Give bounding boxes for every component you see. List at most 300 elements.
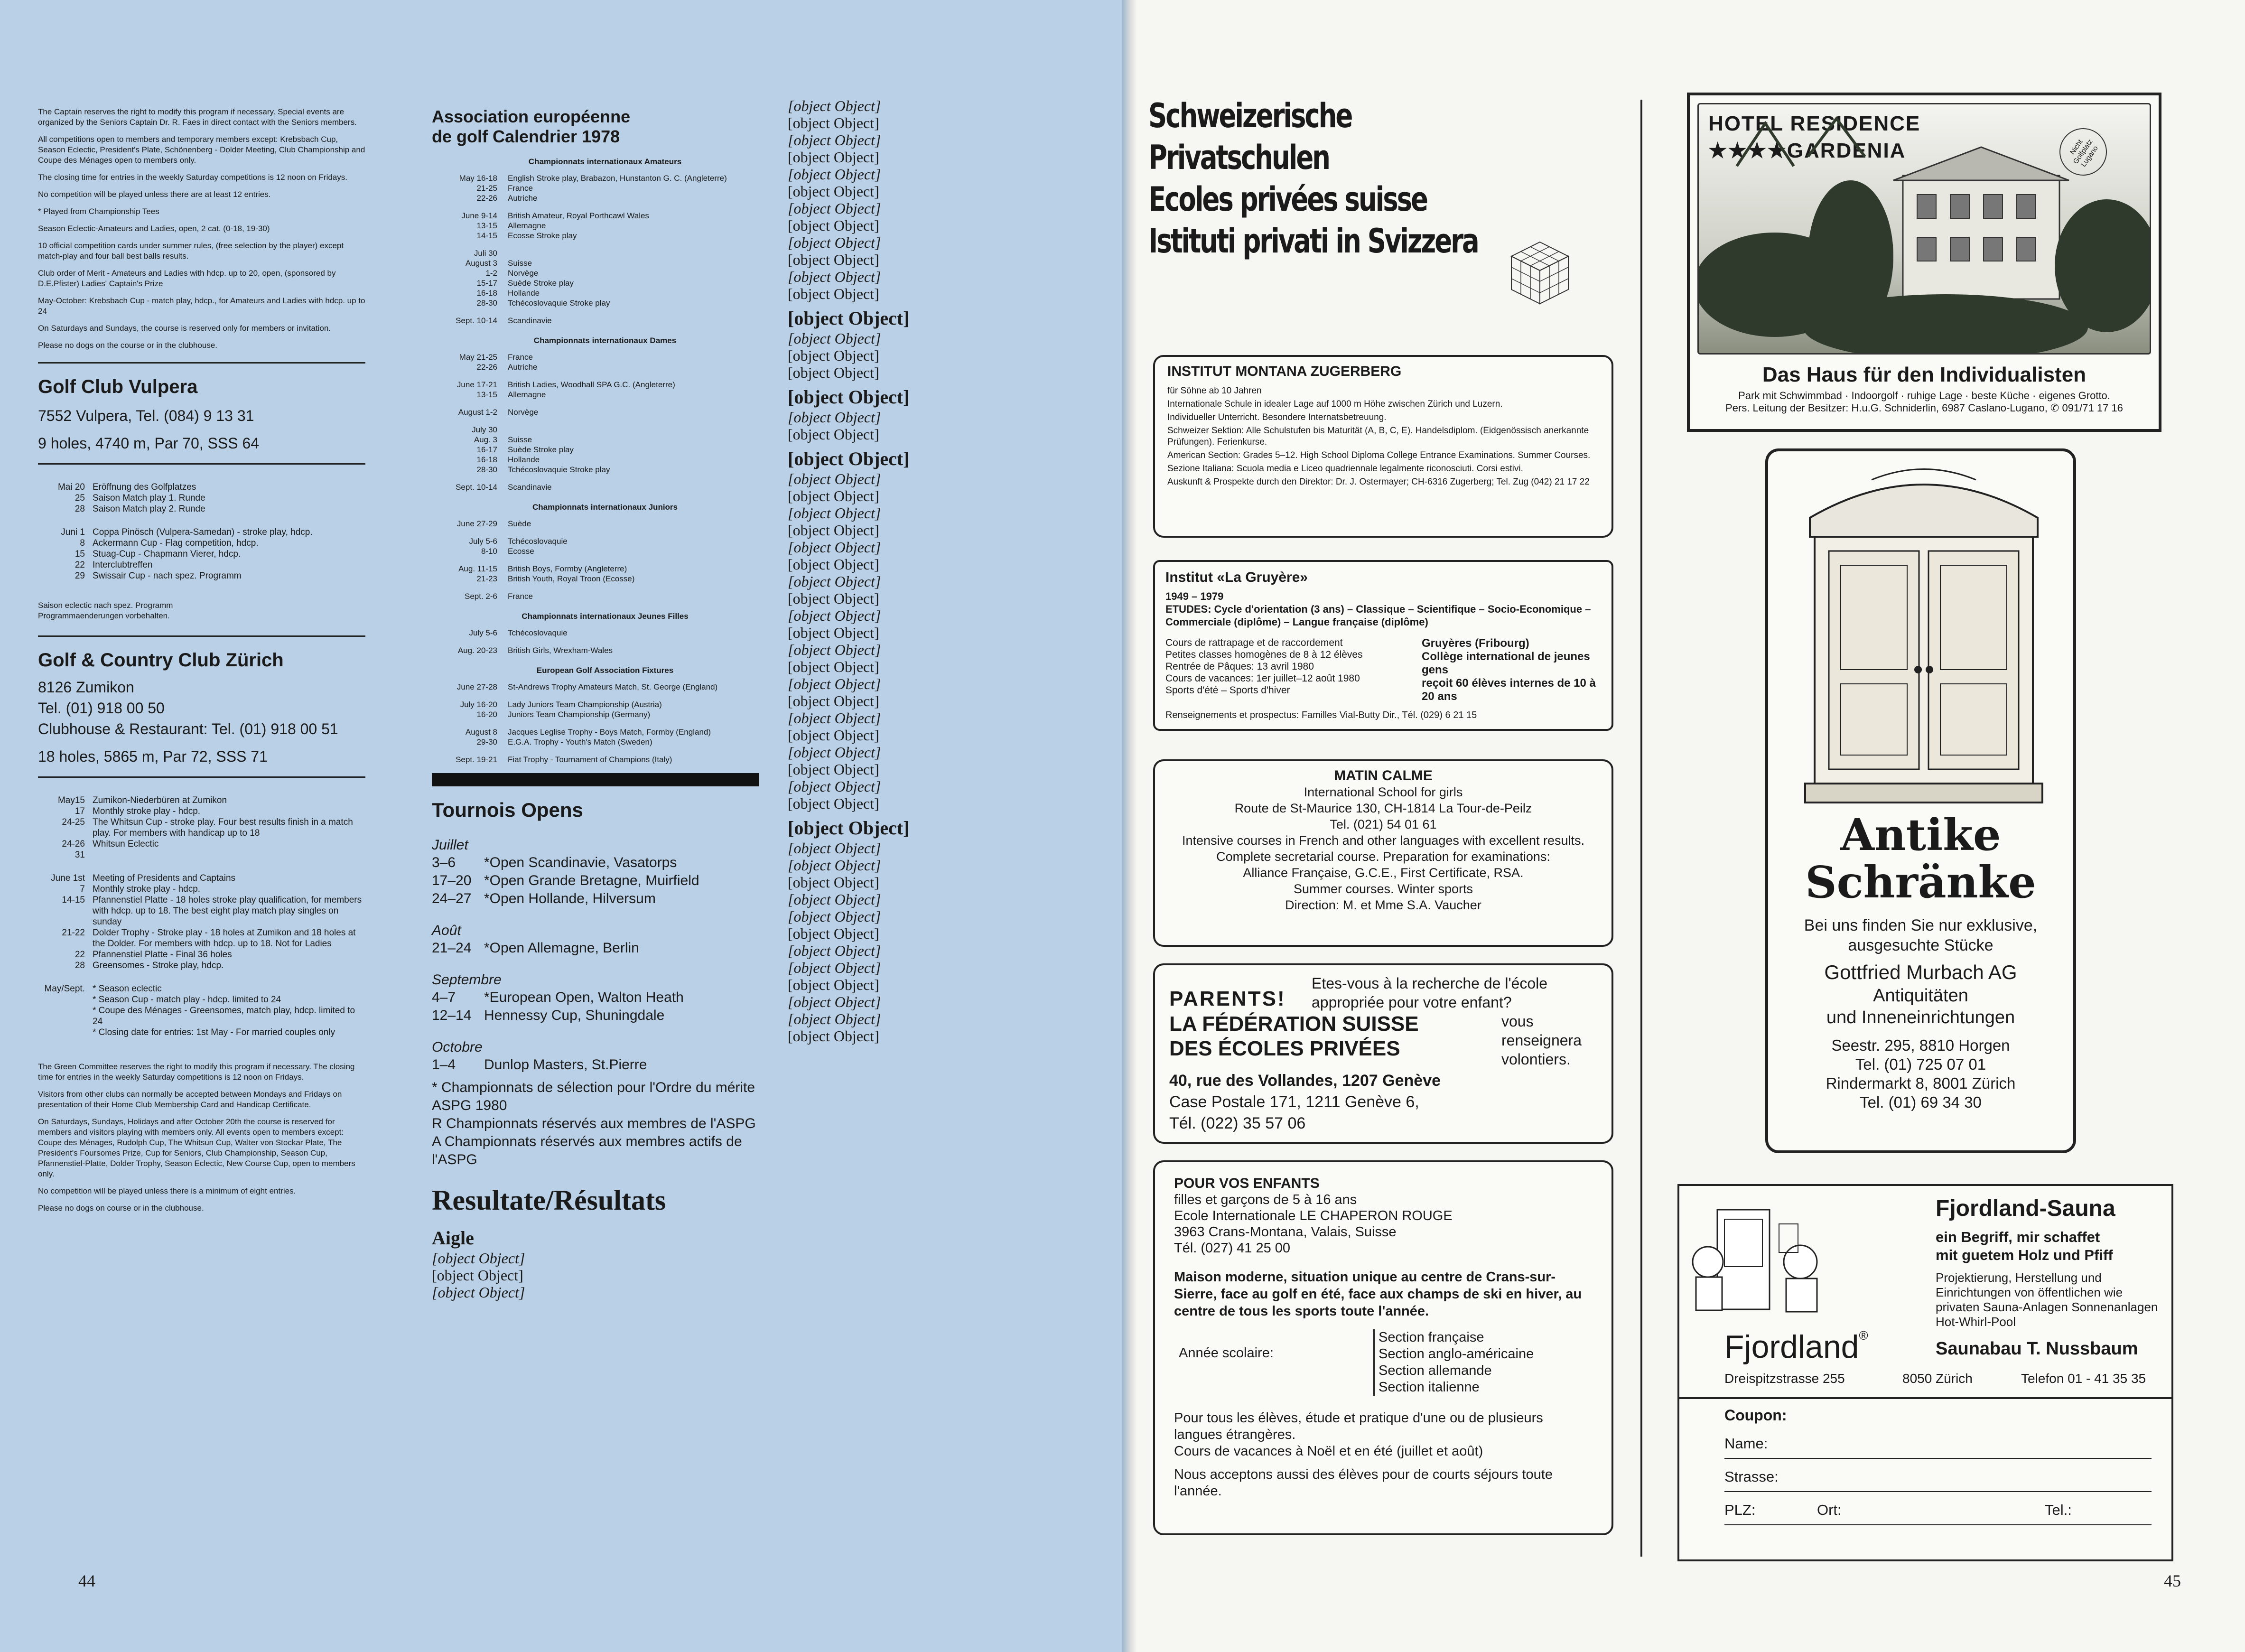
schedule-event: * Season eclectic: [93, 984, 162, 994]
calendar-row: [432, 682, 759, 692]
calendar-row: [432, 465, 759, 475]
result-line: [object Object]: [788, 727, 879, 744]
schedule-date: [38, 514, 93, 527]
result-line: [object Object]: [432, 1267, 523, 1284]
result-line: [object Object]: [788, 641, 881, 658]
calendar-row: [432, 211, 759, 221]
sauna-ad: [1677, 1184, 2173, 1561]
schedule-row: [38, 806, 365, 817]
schedule-row: [38, 927, 365, 949]
calendar-row: [432, 316, 759, 326]
aigle-lines: [432, 1250, 759, 1301]
calendar-event: Allemagne: [508, 390, 546, 399]
result-line: [object Object]: [788, 925, 879, 942]
calendar-date: Aug. 11-15: [458, 564, 497, 573]
enfants-line: Ecole Internationale LE CHAPERON ROUGE: [1174, 1208, 1453, 1223]
tournament-dates: 4–7: [432, 989, 456, 1005]
enfants-section: Section anglo-américaine: [1379, 1346, 1534, 1362]
schedule-date: 24-25: [62, 817, 85, 827]
calendar-date: 28-30: [476, 299, 497, 308]
calendar-date: Aug. 20-23: [457, 646, 497, 655]
enfants-sections-row: [1174, 1329, 1593, 1396]
calendar-date: July 16-20: [460, 700, 497, 709]
calendar-date: July 30: [472, 425, 497, 434]
result-line: [object Object]: [788, 330, 881, 347]
tournament-row: [432, 854, 759, 872]
calendar-row: [432, 231, 759, 241]
calendar-date: June 9-14: [461, 211, 497, 220]
enfants-section: Section allemande: [1379, 1363, 1492, 1378]
calendar-row: [432, 362, 759, 372]
schedule-event: Dolder Trophy - Stroke play - 18 holes at Zumikon and 18 holes at the Dolder. For members with hdcp. up to 18. Not for Ladies: [93, 928, 356, 949]
calendar-row: [432, 628, 759, 638]
calendar-event: British Boys, Formby (Angleterre): [508, 564, 627, 573]
calendar-row: [432, 574, 759, 584]
montana-line: für Söhne ab 10 Jahren: [1167, 386, 1262, 396]
calendar-row: [432, 352, 759, 362]
coupon-name-field[interactable]: [1724, 1435, 2152, 1459]
name-label: Name:: [1724, 1435, 1768, 1452]
calendar-row: [432, 591, 759, 601]
result-line: [object Object]: [432, 1284, 525, 1301]
result-line: [object Object]: [788, 114, 879, 131]
hotel-building-illustration: [1699, 104, 2151, 355]
gruyere-title: Institut «La Gruyère»: [1165, 569, 1308, 585]
result-line: [object Object]: [788, 959, 881, 976]
result-line: [object Object]: [788, 166, 881, 183]
calendar-event: Suède Stroke play: [508, 279, 574, 288]
result-line: [object Object]: [788, 487, 879, 504]
schedule-row: [38, 504, 365, 514]
gruyere-left: [1165, 637, 1422, 703]
sauna-street: Dreispitzstrasse 255: [1724, 1371, 1845, 1386]
schedule-date: 24-26: [62, 839, 85, 849]
calendar-event: Hollande: [508, 289, 540, 298]
tournament-note: A Championnats réservés aux membres actifs de l'ASPG: [432, 1134, 742, 1167]
parents-tel: Tél. (022) 35 57 06: [1169, 1114, 1306, 1132]
calendar-event: Ecosse Stroke play: [508, 231, 577, 240]
calendar-row: [432, 380, 759, 390]
calendar-date: Sept. 19-21: [456, 755, 497, 764]
schedule-date: [38, 971, 93, 983]
calendar-event: Hollande: [508, 455, 540, 464]
schedule-row: [38, 884, 365, 895]
calendar-row: [432, 425, 759, 435]
matin-line: Intensive courses in French and other languages with excellent results. Complete secretarial course. Preparation for examinations:: [1182, 833, 1584, 864]
enfants-section: Section italienne: [1379, 1380, 1480, 1395]
footer-paragraph: Please no dogs on course or in the clubhouse.: [38, 1204, 204, 1213]
result-line: [object Object]: [788, 976, 879, 993]
matin-line: Route de St-Maurice 130, CH-1814 La Tour-de-Peilz: [1234, 801, 1532, 815]
schedule-event: Saison Match play 2. Runde: [93, 504, 205, 514]
calendar-date: 16-18: [476, 455, 497, 464]
coupon-street-field[interactable]: [1724, 1468, 2152, 1492]
calendar-gap: [432, 747, 759, 755]
result-line: [object Object]: [788, 840, 881, 857]
tournament-name: *Open Scandinavie, Vasatorps: [484, 855, 677, 870]
schedule-event: The Whitsun Cup - stroke play. Four best results finish in a match play. For members with handicap up to 18: [93, 817, 353, 838]
enfants-p1: Pour tous les élèves, étude et pratique d'une ou de plusieurs langues étrangères.: [1174, 1410, 1543, 1442]
calendar-event: Tchécoslovaquie: [508, 537, 568, 546]
calendar-row: [432, 755, 759, 765]
schedule-row: [38, 538, 365, 549]
section-bar: [432, 773, 759, 786]
footer-paragraph: On Saturdays, Sundays, Holidays and after October 20th the course is reserved for members and visitors playing with members only. All events open to members except: Coupe des Ménages, Rudolph Cup, The Whitsun Cup, Walter von Stockar Plate, The President's Foursomes Prize, Cup for Seniors, Club Championship, Season Cup, Pfannenstiel-Platte, Dolder Trophy, Season Eclectic, New Course Cup, open to members only.: [38, 1117, 355, 1178]
intro-paragraph: No competition will be played unless there are at least 12 entries.: [38, 190, 271, 199]
matin-text: [1166, 784, 1600, 913]
plz-label: PLZ:: [1724, 1502, 1756, 1518]
matin-line: Alliance Française, G.C.E., First Certificate, RSA.: [1243, 866, 1524, 880]
montana-line: Individueller Unterricht. Besondere Internatsbetreuung.: [1167, 412, 1387, 422]
schedule-row: [38, 570, 365, 581]
result-line: [object Object]: [788, 200, 881, 217]
calendar-event: Scandinavie: [508, 483, 552, 492]
gruyere-left-line: Petites classes homogènes de 8 à 12 élèves: [1165, 649, 1363, 660]
schedule-event: Monthly stroke play - hdcp.: [93, 806, 201, 816]
gruyere-ad: [1153, 560, 1613, 731]
aigle-results: [432, 1227, 759, 1301]
schedule-row: [38, 795, 365, 806]
page-number-left: 44: [78, 1571, 95, 1590]
tournament-row: [432, 890, 759, 908]
zurich-course: 18 holes, 5865 m, Par 72, SSS 71: [38, 748, 268, 765]
parents-word: PARENTS!: [1169, 987, 1286, 1010]
calendar-row: [432, 298, 759, 308]
coupon-label: Coupon:: [1724, 1407, 1787, 1424]
privat-line2: Ecoles privées suisse: [1148, 180, 1427, 219]
schedule-row: [38, 817, 365, 839]
tournament-month: Septembre: [432, 972, 502, 988]
calendar-date: June 27-29: [456, 519, 497, 528]
book-gutter: [1122, 0, 1136, 1652]
zurich-line3: Clubhouse & Restaurant: Tel. (01) 918 00 51: [38, 720, 338, 737]
tournois-list: [432, 837, 759, 1074]
calendar-row: [432, 645, 759, 655]
schedule-date: May15: [57, 795, 85, 805]
result-line: [object Object]: [788, 692, 879, 709]
schedule-date: May/Sept.: [44, 984, 85, 994]
result-line: [object Object]: [788, 409, 881, 426]
result-line: [object Object]: [788, 908, 881, 925]
gruyere-right-line: Collège international de jeunes gens: [1422, 650, 1590, 676]
gruyere-right-line: Gruyères (Fribourg): [1422, 637, 1529, 650]
sauna-tel: Telefon 01 - 41 35 35: [2021, 1371, 2146, 1386]
schedule-row: [38, 849, 365, 860]
result-line: [object Object]: [788, 347, 879, 364]
schedule-event: [93, 971, 365, 983]
enfants-ad: [1153, 1160, 1613, 1535]
privat-line1: Schweizerische Privatschulen: [1148, 96, 1352, 177]
schedule-date: 8: [80, 538, 85, 548]
wardrobe-illustration: [1796, 461, 2052, 807]
calendar-gap: [432, 372, 759, 380]
tournament-row: [432, 1056, 759, 1074]
tournament-note: R Championnats réservés aux membres de l'ASPG: [432, 1116, 756, 1131]
schedule-date: 28: [75, 961, 85, 971]
result-line: [object Object]: [788, 426, 879, 443]
gruyere-left-line: Cours de vacances: 1er juillet–12 août 1980: [1165, 673, 1360, 684]
schedule-event: Interclubtreffen: [93, 560, 153, 570]
hotel-name2: ★★★★GARDENIA: [1708, 139, 1906, 162]
schedule-date: [38, 1027, 93, 1038]
tournament-row: [432, 1007, 759, 1025]
result-line: [object Object]: [788, 761, 879, 778]
antike-tel1: Tel. (01) 725 07 01: [1855, 1055, 1986, 1073]
calendar-gap: [432, 417, 759, 425]
calendar-event: British Girls, Wrexham-Wales: [508, 646, 613, 655]
calendar-gap: [432, 584, 759, 591]
schedule-event: [93, 514, 365, 527]
schedule-row: [38, 983, 365, 994]
club-heading: [object Object]: [788, 308, 910, 329]
tournament-month: Juillet: [432, 837, 468, 853]
calendar-date: 13-15: [476, 221, 497, 230]
matin-title: MATIN CALME: [1334, 768, 1433, 784]
result-line: [object Object]: [788, 522, 879, 539]
enfants-line: filles et garçons de 5 à 16 ans: [1174, 1192, 1357, 1207]
antike-company: Gottfried Murbach AG: [1824, 961, 2017, 983]
calendar-row: [432, 700, 759, 709]
enfants-desc: Maison moderne, situation unique au centre de Crans-sur-Sierre, face au golf en été, face aux champs de ski en hiver, au centre de tous les sports toute l'année.: [1174, 1269, 1582, 1319]
matin-calme-ad: [1153, 759, 1613, 947]
montana-text: [1167, 385, 1599, 488]
result-line: [object Object]: [788, 607, 881, 624]
calendar-event: E.G.A. Trophy - Youth's Match (Sweden): [508, 737, 652, 747]
result-line: [object Object]: [788, 744, 881, 761]
calendar-date: 22-26: [476, 363, 497, 372]
result-line: [object Object]: [788, 573, 881, 590]
parents-ad: [1153, 963, 1613, 1144]
calendar-date: Aug. 3: [474, 435, 497, 444]
footer-paragraph: No competition will be played unless there is a minimum of eight entries.: [38, 1186, 296, 1195]
schedule-event: Whitsun Eclectic: [93, 839, 159, 849]
calendar-gap: [432, 241, 759, 248]
zurich-line2: Tel. (01) 918 00 50: [38, 700, 165, 717]
intro-paragraph: May-October: Krebsbach Cup - match play, hdcp., for Amateurs and Ladies with hdcp. up to 24: [38, 296, 365, 316]
column-2: [432, 107, 759, 1301]
calendar-title: Association européenne de golf Calendrier 1978: [432, 107, 631, 146]
montana-line: Internationale Schule in idealer Lage auf 1000 m Höhe zwischen Zürich und Luzern.: [1167, 399, 1503, 409]
calendar-row: [432, 268, 759, 278]
calendar-gap: [432, 308, 759, 316]
schedule-date: [38, 994, 93, 1005]
schedule-row: [38, 493, 365, 504]
zurich-footer: [38, 1062, 365, 1213]
tournament-dates: 3–6: [432, 855, 456, 870]
calendar-date: Sept. 2-6: [465, 592, 497, 601]
calendar-heading: Championnats internationaux Jeunes Filles: [522, 612, 689, 621]
divider: [38, 776, 365, 778]
matin-line: Summer courses. Winter sports: [1293, 882, 1473, 896]
calendar-row: [432, 173, 759, 183]
calendar-event: Suède Stroke play: [508, 445, 574, 454]
schedule-event: Pfannenstiel Platte - Final 36 holes: [93, 950, 232, 960]
parents-row: [1169, 974, 1597, 1012]
coupon-divider: [1679, 1397, 2171, 1399]
registered-icon: ®: [1859, 1328, 1868, 1343]
vulpera-schedule: [38, 482, 365, 581]
gruyere-left-line: Sports d'été – Sports d'hiver: [1165, 685, 1290, 696]
federation-line1: LA FÉDÉRATION SUISSE: [1169, 1012, 1419, 1036]
antike-sub1: Bei uns finden Sie nur exklusive,: [1804, 916, 2038, 934]
calendar-row: [432, 564, 759, 574]
tournament-name: *Open Allemagne, Berlin: [484, 940, 639, 956]
calendar-row: [432, 183, 759, 193]
result-line: [object Object]: [788, 251, 879, 268]
calendar-date: 21-25: [476, 184, 497, 193]
zurich-schedule: [38, 795, 365, 1038]
gruyere-right: [1422, 637, 1601, 703]
intro-paragraph: * Played from Championship Tees: [38, 207, 159, 216]
column-3: [788, 97, 1113, 1045]
intro-paragraph: Please no dogs on the course or in the clubhouse.: [38, 341, 218, 350]
vulpera-address: 7552 Vulpera, Tel. (084) 9 13 31: [38, 407, 254, 424]
result-line: [object Object]: [788, 778, 881, 795]
montana-ad: [1153, 355, 1613, 538]
calendar-row: [432, 546, 759, 556]
column-1: [38, 107, 365, 1220]
calendar-date: Juli 30: [474, 249, 497, 258]
calendar-event: [508, 425, 759, 435]
matin-line: Tel. (021) 54 01 61: [1330, 817, 1437, 831]
schedule-date: 29: [75, 571, 85, 581]
calendar-row: [432, 445, 759, 455]
schedule-row: [38, 971, 365, 983]
schedule-date: Mai 20: [57, 482, 85, 492]
schedule-row: [38, 873, 365, 884]
calendar-event: France: [508, 184, 533, 193]
calendar-row: [432, 519, 759, 529]
calendar-row: [432, 221, 759, 231]
schedule-date: 22: [75, 560, 85, 570]
result-line: [object Object]: [788, 942, 881, 959]
calendar-event: France: [508, 353, 533, 362]
enfants-line: Tél. (027) 41 25 00: [1174, 1241, 1291, 1256]
sauna-brand: [1724, 1328, 1868, 1365]
result-line: [object Object]: [788, 675, 881, 692]
sauna-tag1: ein Begriff, mir schaffet: [1936, 1229, 2100, 1245]
antike-addr2: Rindermarkt 8, 8001 Zürich: [1826, 1074, 2016, 1092]
gruyere-footer: Renseignements et prospectus: Familles Vial-Butty Dir., Tél. (029) 6 21 15: [1165, 710, 1477, 720]
matin-line: Direction: M. et Mme S.A. Vaucher: [1285, 898, 1481, 912]
calendar-date: August 8: [465, 728, 497, 737]
calendar-event: Suède: [508, 519, 531, 528]
schedule-row: [38, 960, 365, 971]
antike-title2: Schränke: [1805, 857, 2036, 908]
strasse-label: Strasse:: [1724, 1468, 1779, 1485]
schedule-date: [38, 860, 93, 873]
antike-text: [1768, 809, 2073, 1112]
montana-line: Auskunft & Prospekte durch den Direktor: Dr. J. Ostermayer; CH-6316 Zugerberg; Tel. Zug (042) 21 17 22: [1167, 477, 1590, 487]
sauna-cartoon-illustration: [1689, 1195, 1831, 1324]
enfants-title: POUR VOS ENFANTS: [1174, 1176, 1320, 1191]
schedule-date: [38, 1005, 93, 1027]
result-line: [object Object]: [788, 539, 881, 556]
calendar-date: 16-20: [476, 710, 497, 719]
result-line: [object Object]: [788, 364, 879, 381]
schedule-date: 28: [75, 504, 85, 514]
schedule-event: Zumikon-Niederbüren at Zumikon: [93, 795, 227, 805]
schedule-row: [38, 949, 365, 960]
calendar-date: August 1-2: [458, 408, 497, 417]
calendar-event: Fiat Trophy - Tournament of Champions (Italy): [508, 755, 672, 764]
calendar-date: 16-17: [476, 445, 497, 454]
schedule-event: Stuag-Cup - Chapmann Vierer, hdcp.: [93, 549, 241, 559]
calendar-row: [432, 737, 759, 747]
result-line: [object Object]: [788, 268, 881, 285]
ort-label: Ort:: [1817, 1502, 1842, 1518]
calendar-gap: [432, 638, 759, 645]
calendar-row: [432, 435, 759, 445]
tournois-notes: [432, 1079, 759, 1169]
calendar-row: [432, 709, 759, 719]
calendar-row: [432, 482, 759, 492]
schedule-event: Ackermann Cup - Flag competition, hdcp.: [93, 538, 259, 548]
calendar-date: Sept. 10-14: [456, 316, 497, 325]
parents-address: 40, rue des Vollandes, 1207 Genève: [1169, 1072, 1441, 1090]
result-line: [object Object]: [788, 891, 881, 908]
calendar-row: [432, 727, 759, 737]
federation-vous: vous renseignera volontiers.: [1501, 1013, 1582, 1068]
calendar-row: [432, 390, 759, 400]
calendar-date: July 5-6: [469, 628, 497, 637]
zurich-title: Golf & Country Club Zürich: [38, 650, 284, 671]
calendar-date: June 27-28: [456, 682, 497, 691]
schedule-date: 22: [75, 950, 85, 960]
privat-line3: Istituti privati in Svizzera: [1148, 222, 1478, 261]
calendar-date: 16-18: [476, 289, 497, 298]
calendar-event: Ecosse: [508, 547, 534, 556]
left-page: [0, 0, 1122, 1652]
hotel-picture: [1697, 103, 2151, 355]
cube-logo-icon: [1509, 240, 1571, 306]
schedule-date: 31: [75, 850, 85, 860]
zurich-line1: 8126 Zumikon: [38, 679, 134, 696]
coupon-plz-field[interactable]: [1724, 1502, 2152, 1525]
calendar-row: [432, 193, 759, 203]
calendar-date: 15-17: [476, 279, 497, 288]
calendar-heading: Championnats internationaux Dames: [533, 336, 677, 345]
antike-ad: [1765, 448, 2076, 1153]
montana-line: Sezione Italiana: Scuola media e Liceo quadriennale legalmente riconosciuti. Corsi estivi.: [1167, 464, 1523, 474]
parents-case: Case Postale 171, 1211 Genève 6,: [1169, 1093, 1419, 1111]
calendar-heading: Championnats internationaux Amateurs: [528, 157, 682, 166]
intro-paragraph: Club order of Merit - Amateurs and Ladies with hdcp. up to 20, open, (sponsored by D.E.Pfister) Ladies' Captain's Prize: [38, 269, 336, 288]
calendar-event: Norvège: [508, 408, 539, 417]
schedule-row: [38, 1005, 365, 1027]
result-line: [object Object]: [788, 217, 879, 234]
schedule-event: Meeting of Presidents and Captains: [93, 873, 236, 883]
sauna-city: 8050 Zürich: [1902, 1371, 1973, 1386]
tournois-title: Tournois Opens: [432, 799, 583, 821]
calendar-date: 14-15: [476, 231, 497, 240]
column-divider: [1640, 100, 1642, 1557]
schedule-row: [38, 527, 365, 538]
calendar-gap: [432, 719, 759, 727]
calendar-event: Allemagne: [508, 221, 546, 230]
club-heading: [object Object]: [788, 448, 910, 469]
antike-line2: und Inneneinrichtungen: [1826, 1008, 2015, 1027]
schedule-row: [38, 994, 365, 1005]
tournament-name: *Open Grande Bretagne, Muirfield: [484, 873, 699, 888]
calendar-gap: [432, 692, 759, 700]
tournament-month: Août: [432, 923, 461, 938]
tournament-row: [432, 872, 759, 890]
vulpera-note: Saison eclectic nach spez. Programm Programmaenderungen vorbehalten.: [38, 601, 173, 620]
tournament-dates: 1–4: [432, 1057, 456, 1073]
tournament-row: [432, 939, 759, 957]
schedule-row: [38, 560, 365, 570]
